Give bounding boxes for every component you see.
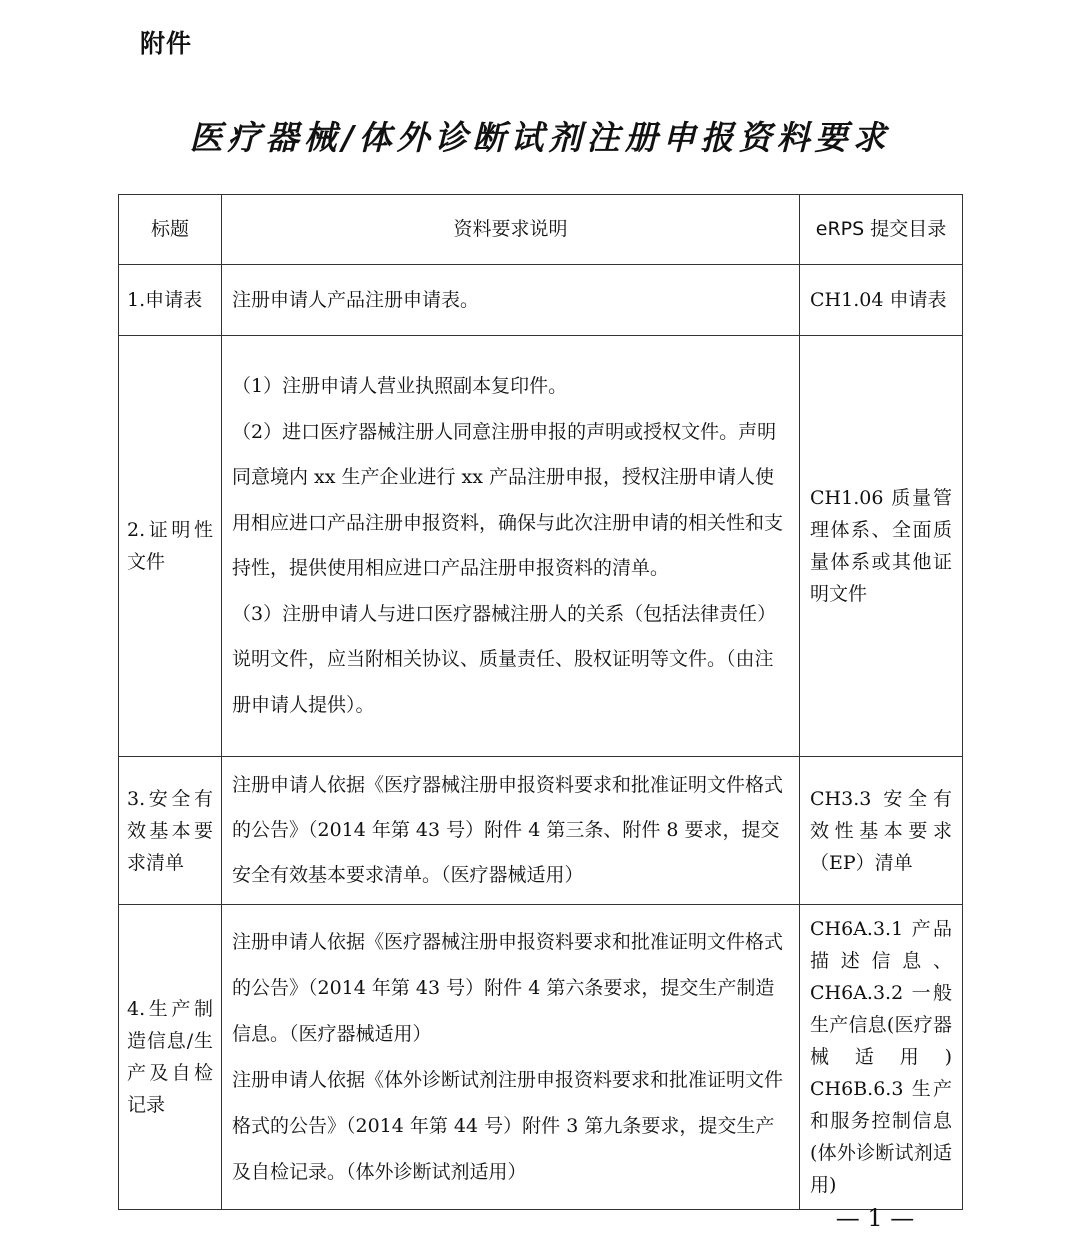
requirement-paragraph: （2）进口医疗器械注册人同意注册申报的声明或授权文件。声明同意境内 xx 生产企业进行 xx 产品注册申报，授权注册申请人使用相应进口产品注册申报资料，确保与此次注册申请的相关性和支持性，提供使用相应进口产品注册申报资料的清单。 bbox=[232, 420, 784, 579]
row-title: 2.证明性文件 bbox=[127, 519, 213, 573]
header-requirements: 资料要求说明 bbox=[222, 195, 800, 265]
row-title-cell bbox=[119, 905, 222, 1210]
attachment-label: 附件 bbox=[140, 29, 193, 58]
row-erps: CH1.04 申请表 bbox=[810, 289, 947, 311]
row-requirements-cell bbox=[222, 336, 800, 757]
header-title: 标题 bbox=[119, 195, 222, 265]
page-number: — 1 — bbox=[835, 1204, 915, 1232]
table-header-row bbox=[119, 195, 963, 265]
row-erps: CH3.3 安全有效性基本要求（EP）清单 bbox=[810, 787, 952, 874]
header-erps: eRPS 提交目录 bbox=[800, 195, 963, 265]
row-erps-cell bbox=[800, 757, 963, 905]
row-title-cell bbox=[119, 336, 222, 757]
table-row bbox=[119, 757, 963, 905]
requirement-paragraph: （3）注册申请人与进口医疗器械注册人的关系（包括法律责任）说明文件，应当附相关协议、质量责任、股权证明等文件。（由注册申请人提供）。 bbox=[232, 602, 777, 716]
table-row bbox=[119, 336, 963, 757]
row-requirements-cell bbox=[222, 265, 800, 336]
row-title: 4.生产制造信息/生产及自检记录 bbox=[127, 998, 213, 1116]
row-erps: CH1.06 质量管理体系、全面质量体系或其他证明文件 bbox=[810, 487, 952, 605]
row-erps-cell bbox=[800, 905, 963, 1210]
row-title-cell bbox=[119, 265, 222, 336]
table-row bbox=[119, 265, 963, 336]
requirement-paragraph: （1）注册申请人营业执照副本复印件。 bbox=[232, 375, 568, 397]
row-title-cell bbox=[119, 757, 222, 905]
requirement-paragraph: 注册申请人产品注册申请表。 bbox=[232, 288, 480, 311]
row-erps-cell bbox=[800, 265, 963, 336]
requirement-paragraph: 注册申请人依据《体外诊断试剂注册申报资料要求和批准证明文件格式的公告》（2014 年第 44 号）附件 3 第九条要求，提交生产及自检记录。（体外诊断试剂适用） bbox=[232, 1069, 784, 1183]
row-title: 1.申请表 bbox=[127, 289, 203, 311]
row-erps: CH6A.3.1 产品描述信息、CH6A.3.2 一般生产信息(医疗器械适用) CH6B.6.3 生产和服务控制信息(体外诊断试剂适用) bbox=[810, 918, 952, 1196]
row-requirements-cell bbox=[222, 757, 800, 905]
row-title: 3.安全有效基本要求清单 bbox=[127, 787, 213, 874]
requirement-paragraph: 注册申请人依据《医疗器械注册申报资料要求和批准证明文件格式的公告》（2014 年第 43 号）附件 4 第六条要求，提交生产制造信息。（医疗器械适用） bbox=[232, 931, 784, 1045]
document-title: 医疗器械/体外诊断试剂注册申报资料要求 bbox=[189, 118, 891, 157]
requirements-table bbox=[118, 194, 963, 1210]
row-erps-cell bbox=[800, 336, 963, 757]
row-requirements-cell bbox=[222, 905, 800, 1210]
requirement-paragraph: 注册申请人依据《医疗器械注册申报资料要求和批准证明文件格式的公告》（2014 年第 43 号）附件 4 第三条、附件 8 要求，提交安全有效基本要求清单。（医疗器械适用） bbox=[232, 774, 784, 886]
table-row bbox=[119, 905, 963, 1210]
